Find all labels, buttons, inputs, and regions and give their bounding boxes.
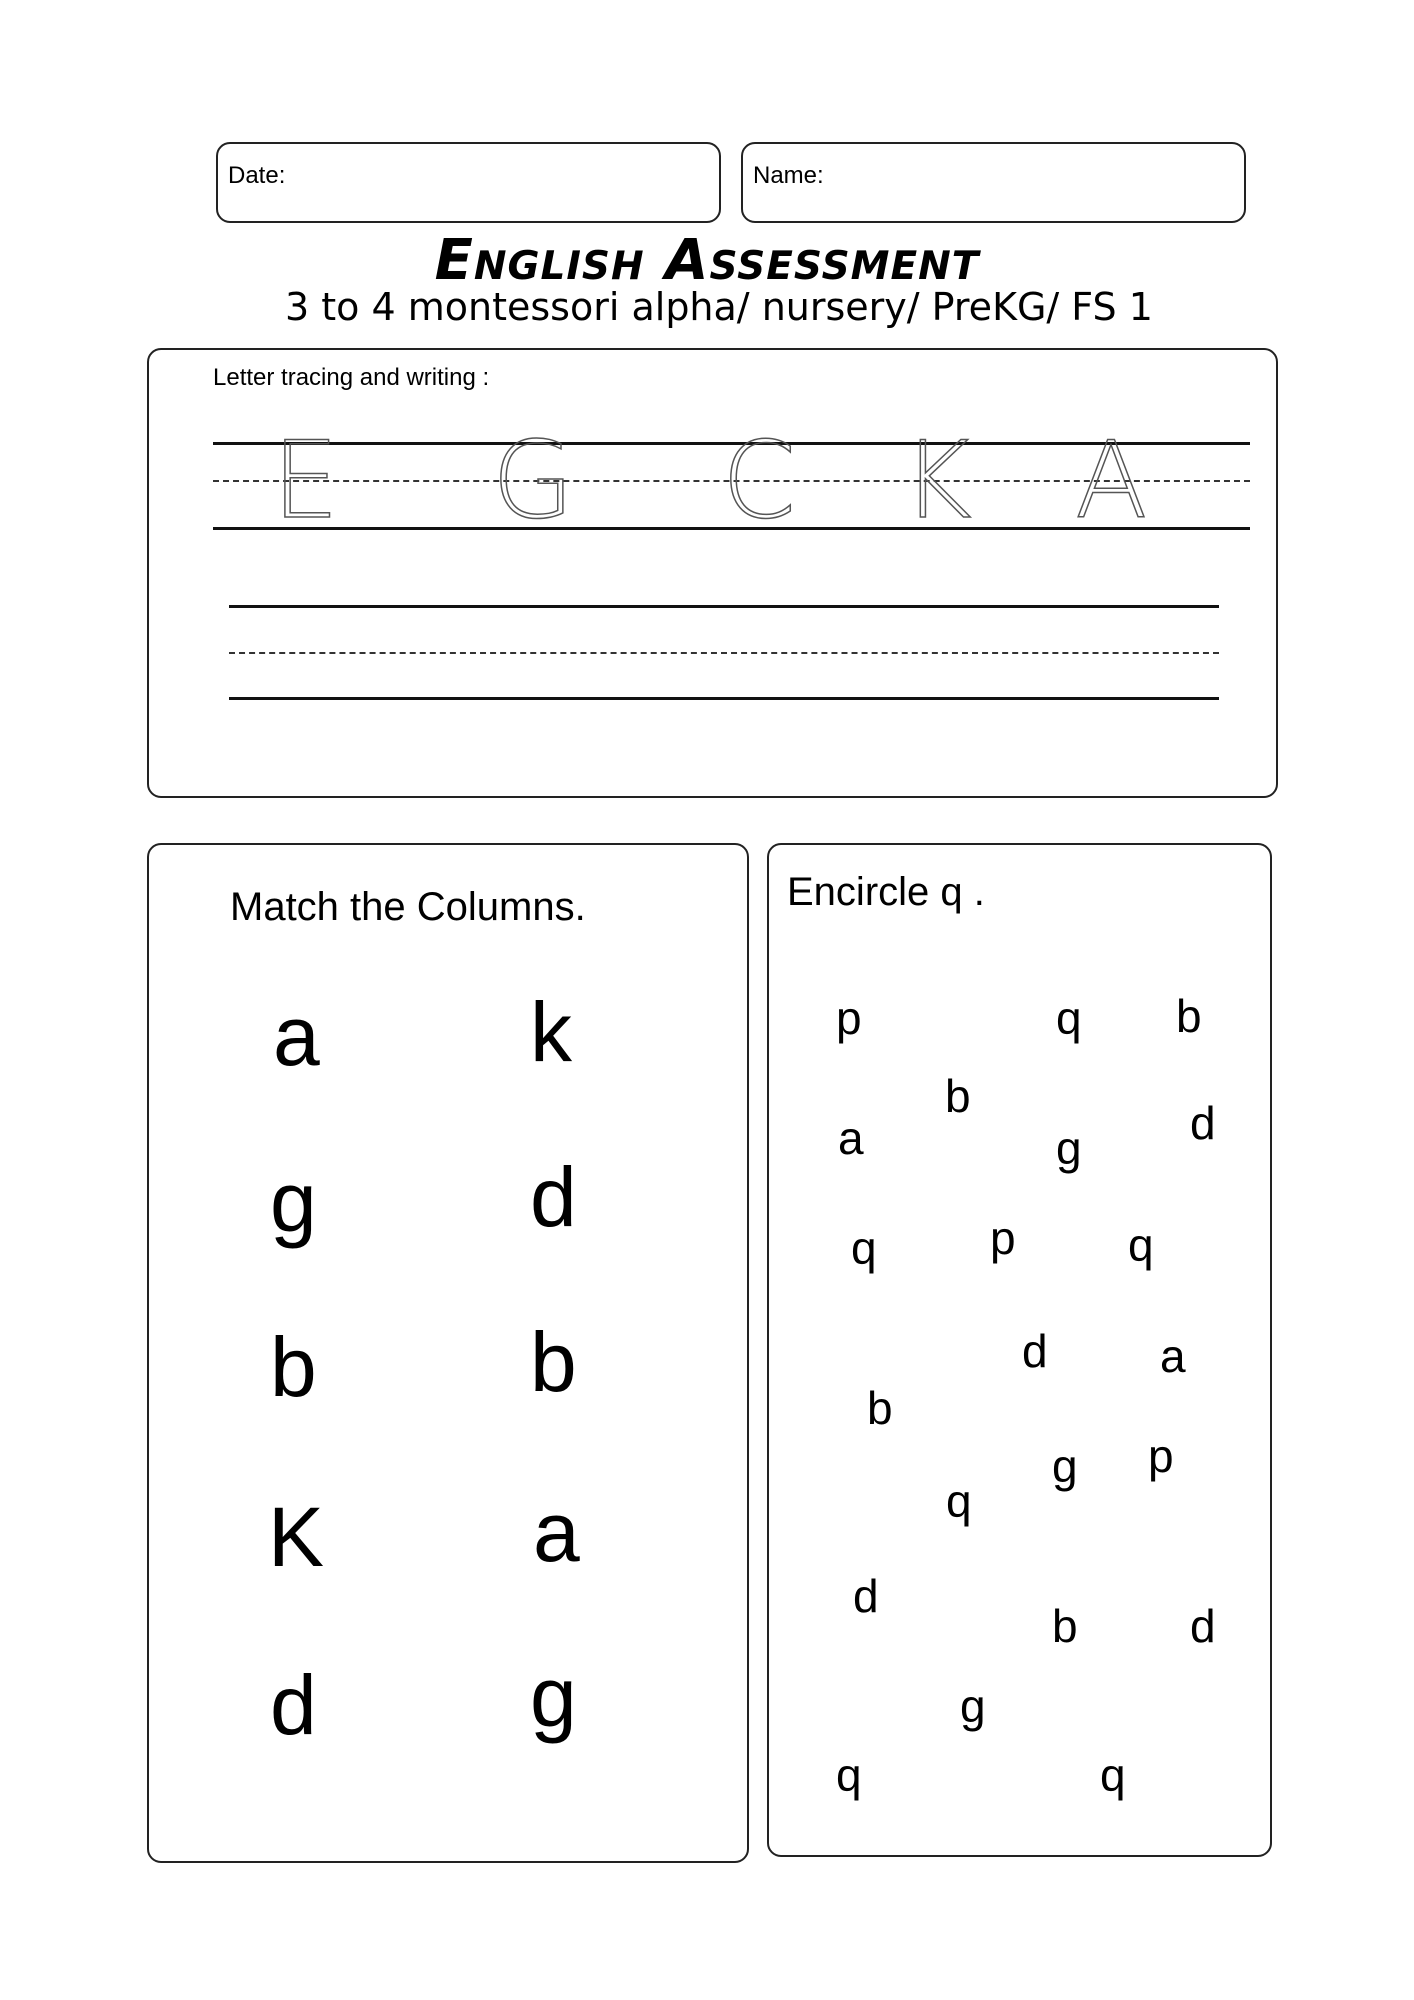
page-title: English Assessment [434, 228, 980, 293]
encircle-letter[interactable]: q [946, 1475, 972, 1527]
encircle-letter[interactable]: g [1052, 1440, 1078, 1492]
encircle-letter[interactable]: d [1190, 1097, 1216, 1149]
encircle-letter[interactable]: q [1128, 1219, 1154, 1271]
match-left-letter[interactable]: a [273, 989, 320, 1083]
match-right-letter[interactable]: d [530, 1150, 577, 1244]
page-subtitle: 3 to 4 montessori alpha/ nursery/ PreKG/ FS 1 [285, 285, 1153, 329]
match-left-letter[interactable]: d [270, 1658, 317, 1752]
encircle-letter[interactable]: q [1100, 1749, 1126, 1801]
encircle-letter[interactable]: d [1190, 1600, 1216, 1652]
match-right-letter[interactable]: g [530, 1650, 577, 1744]
date-box[interactable] [216, 142, 721, 223]
encircle-letter[interactable]: b [945, 1070, 971, 1122]
date-label: Date: [228, 162, 286, 189]
name-box[interactable] [741, 142, 1246, 223]
match-right-letter[interactable]: k [530, 985, 572, 1079]
name-label: Name: [753, 162, 824, 189]
encircle-letter[interactable]: q [1056, 992, 1082, 1044]
match-heading: Match the Columns. [230, 885, 586, 929]
match-left-letter[interactable]: K [268, 1490, 325, 1584]
match-right-letter[interactable]: b [530, 1315, 577, 1409]
writing-mid-line [229, 652, 1219, 654]
encircle-letter[interactable]: b [867, 1382, 893, 1434]
encircle-letter[interactable]: b [1176, 990, 1202, 1042]
encircle-letter[interactable]: g [960, 1680, 986, 1732]
trace-letter[interactable]: K [902, 419, 972, 542]
encircle-letter[interactable]: p [1148, 1430, 1174, 1482]
writing-base-line [229, 697, 1219, 700]
writing-top-line [229, 605, 1219, 608]
encircle-letter[interactable]: a [838, 1112, 864, 1164]
tracing-section [147, 348, 1278, 798]
encircle-letter[interactable]: d [1022, 1325, 1048, 1377]
trace-letter[interactable]: E [272, 419, 339, 542]
encircle-letter[interactable]: g [1056, 1122, 1082, 1174]
encircle-letter[interactable]: q [836, 1749, 862, 1801]
encircle-letter[interactable]: p [836, 992, 862, 1044]
encircle-letter[interactable]: p [990, 1212, 1016, 1264]
match-left-letter[interactable]: g [270, 1155, 317, 1249]
match-section [147, 843, 749, 1863]
tracing-label: Letter tracing and writing : [213, 364, 490, 391]
encircle-letter[interactable]: a [1160, 1330, 1186, 1382]
encircle-letter[interactable]: d [853, 1570, 879, 1622]
encircle-heading: Encircle q . [787, 870, 985, 914]
trace-letter[interactable]: A [1075, 419, 1148, 542]
match-left-letter[interactable]: b [270, 1320, 317, 1414]
trace-letter[interactable]: G [492, 419, 575, 542]
encircle-letter[interactable]: b [1052, 1600, 1078, 1652]
encircle-letter[interactable]: q [851, 1222, 877, 1274]
trace-letter[interactable]: C [722, 419, 797, 542]
match-right-letter[interactable]: a [533, 1485, 580, 1579]
